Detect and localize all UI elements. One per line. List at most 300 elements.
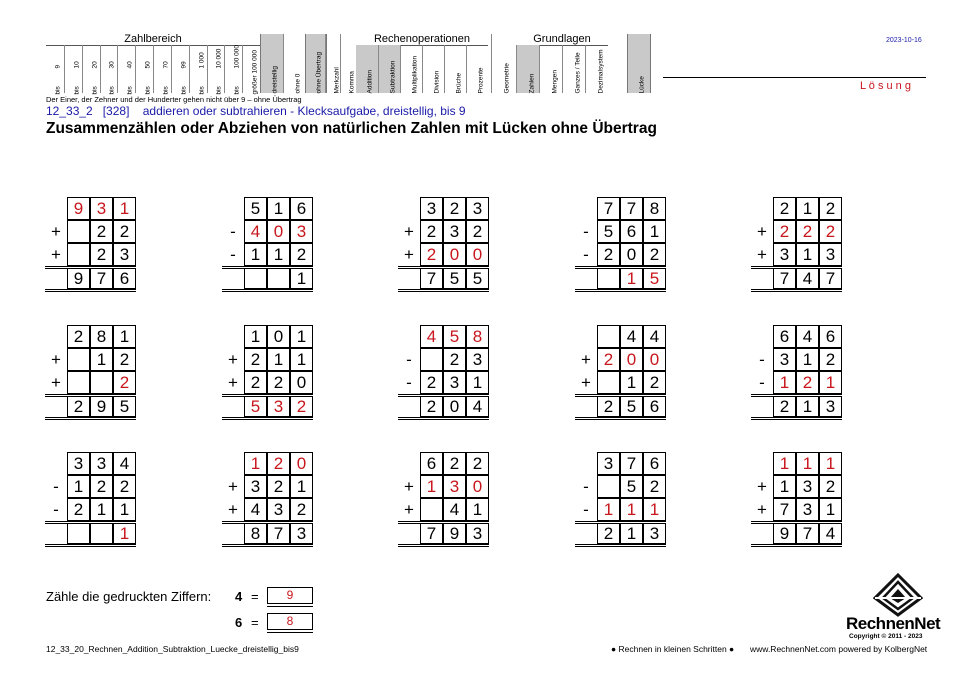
operator: - [406, 373, 412, 392]
grundlagen-col-label: Ganzes / Teile [574, 52, 581, 94]
digit-cell[interactable]: 8 [466, 325, 489, 348]
digit-cell: 1 [620, 371, 643, 394]
operator: + [51, 245, 61, 264]
operator: + [404, 245, 414, 264]
result-rule [398, 289, 489, 292]
digit-grid [67, 452, 136, 544]
count-label: Zähle die gedruckten Ziffern: [46, 589, 212, 604]
count-equals-2: = [251, 615, 259, 630]
digit-cell[interactable]: 3 [443, 475, 466, 498]
result-cell: 3 [290, 524, 313, 544]
digit-cell[interactable]: 1 [420, 475, 443, 498]
digit-cell: 2 [244, 348, 267, 371]
digit-cell: 3 [773, 243, 796, 266]
digit-grid [773, 325, 842, 417]
operator [575, 197, 597, 220]
digit-cell: 3 [113, 243, 136, 266]
digit-grid [420, 325, 489, 417]
extra-col [260, 34, 284, 93]
digit-cell[interactable]: 0 [620, 348, 643, 371]
sum-rule [222, 521, 313, 524]
group-title-rechenoperationen: Rechenoperationen [356, 34, 488, 46]
result-rule [222, 289, 313, 292]
digit-cell: 1 [796, 197, 819, 220]
result-cell: 4 [796, 269, 819, 289]
digit-grid [244, 325, 313, 417]
digit-cell: 2 [90, 475, 113, 498]
result-rule [575, 289, 666, 292]
digit-cell: 1 [267, 197, 290, 220]
digit-cell: 1 [244, 325, 267, 348]
digit-cell [67, 220, 90, 243]
operator: - [759, 373, 765, 392]
result-cell[interactable]: 1 [620, 269, 643, 289]
rechen-col-label: Addition [366, 70, 374, 94]
zahlbereich-col-bottom: bis [144, 86, 152, 95]
digit-cell[interactable]: 2 [796, 371, 819, 394]
zahlbereich-col [46, 45, 64, 93]
operator [45, 452, 67, 475]
digit-grid [67, 325, 136, 417]
operator: + [228, 373, 238, 392]
digit-cell: 4 [620, 325, 643, 348]
digit-cell: 3 [796, 498, 819, 521]
digit-cell: 1 [113, 325, 136, 348]
digit-cell: 2 [90, 220, 113, 243]
digit-cell: 3 [90, 452, 113, 475]
zahlbereich-col-top: 10 000 [215, 48, 223, 69]
result-cell: 8 [244, 524, 267, 544]
digit-cell[interactable]: 4 [244, 220, 267, 243]
zahlbereich-col-bottom: bis [162, 86, 170, 95]
digit-cell: 1 [290, 325, 313, 348]
operator: + [228, 500, 238, 519]
digit-cell: 3 [443, 371, 466, 394]
result-cell[interactable]: 2 [290, 397, 313, 417]
digit-cell: 1 [267, 243, 290, 266]
digit-cell [420, 498, 443, 521]
digit-cell: 2 [643, 371, 666, 394]
count-answer-1[interactable]: 9 [267, 587, 313, 604]
digit-cell: 3 [244, 475, 267, 498]
zahlbereich-col-bottom: bis [126, 86, 134, 95]
digit-cell: 2 [443, 197, 466, 220]
result-rule [751, 289, 842, 292]
operator [45, 325, 67, 348]
digit-cell: 4 [796, 325, 819, 348]
operator: + [757, 500, 767, 519]
digit-cell: 6 [773, 325, 796, 348]
digit-cell[interactable]: 0 [267, 220, 290, 243]
digit-cell[interactable]: 0 [466, 475, 489, 498]
digit-cell: 4 [643, 325, 666, 348]
operator: - [53, 500, 59, 519]
result-cell: 4 [819, 524, 842, 544]
date: 2023-10-16 [886, 37, 922, 44]
result-cell: 7 [420, 269, 443, 289]
digit-cell: 1 [773, 475, 796, 498]
zahlbereich-col [189, 45, 208, 93]
digit-cell[interactable]: 1 [773, 371, 796, 394]
operator: + [228, 477, 238, 496]
rechen-col [400, 45, 423, 93]
sum-rule [398, 394, 489, 397]
result-cell [267, 269, 290, 289]
digit-cell[interactable]: 3 [290, 220, 313, 243]
digit-cell[interactable]: 1 [643, 498, 666, 521]
operator: + [581, 350, 591, 369]
digit-cell: 1 [466, 498, 489, 521]
grundlagen-col-label: Dezimalsystem [597, 49, 604, 94]
result-cell: 3 [466, 524, 489, 544]
rechen-col [422, 45, 445, 93]
exercise [575, 325, 667, 419]
digit-cell: 5 [597, 220, 620, 243]
digit-cell[interactable]: 0 [466, 243, 489, 266]
digit-cell: 2 [244, 371, 267, 394]
rechen-col [378, 45, 401, 93]
zahlbereich-col-bottom: bis [91, 86, 99, 95]
digit-cell: 2 [819, 197, 842, 220]
digit-cell: 6 [620, 220, 643, 243]
digit-cell: 1 [90, 348, 113, 371]
digit-cell[interactable]: 1 [773, 452, 796, 475]
col-label-luecke: Lücke [638, 76, 646, 94]
operator [398, 325, 420, 348]
digit-cell [67, 243, 90, 266]
digit-cell: 1 [67, 475, 90, 498]
zahlbereich-col-bottom: bis [233, 86, 241, 95]
exercise [45, 452, 137, 546]
digit-cell [597, 371, 620, 394]
digit-cell[interactable]: 2 [773, 220, 796, 243]
digit-cell: 2 [443, 348, 466, 371]
digit-cell: 7 [620, 197, 643, 220]
result-cell[interactable]: 5 [244, 397, 267, 417]
digit-grid [773, 452, 842, 544]
extra-col [305, 34, 327, 93]
digit-cell [67, 348, 90, 371]
zahlbereich-col [242, 45, 261, 93]
result-cell: 7 [819, 269, 842, 289]
sum-rule [575, 521, 666, 524]
zahlbereich-col [224, 45, 243, 93]
rechen-col-label: Subtraktion [389, 60, 397, 94]
result-cell[interactable]: 1 [113, 524, 136, 544]
footer-slogan: ● Rechnen in kleinen Schritten ● [611, 644, 735, 654]
result-cell[interactable]: 3 [267, 397, 290, 417]
digit-grid [244, 197, 313, 289]
digit-grid [597, 325, 666, 417]
digit-cell: 1 [796, 243, 819, 266]
digit-cell: 6 [643, 452, 666, 475]
extra-col-label: Komma [348, 71, 355, 94]
page-title: Zusammenzählen oder Abziehen von natürlichen Zahlen mit Lücken ohne Übertrag [46, 120, 657, 137]
zahlbereich-col-top: 70 [162, 61, 170, 69]
operator [751, 197, 773, 220]
operator: + [51, 373, 61, 392]
sum-rule [398, 266, 489, 269]
operator [222, 325, 244, 348]
result-cell: 1 [290, 269, 313, 289]
zahlbereich-col-bottom: bis [108, 86, 116, 95]
operator: - [759, 350, 765, 369]
digit-cell[interactable]: 1 [796, 452, 819, 475]
result-rule [45, 544, 136, 547]
code-line: 12_33_2 [328] addieren oder subtrahieren - Klecksaufgabe, dreistellig, bis 9 [46, 104, 466, 118]
zahlbereich-col-top: 1 000 [198, 52, 206, 69]
operator: - [583, 245, 589, 264]
digit-cell: 1 [819, 498, 842, 521]
digit-cell: 2 [466, 452, 489, 475]
exercise [45, 325, 137, 419]
col-label-geometrie: Geometrie [503, 63, 511, 94]
sum-rule [751, 266, 842, 269]
result-cell: 0 [443, 397, 466, 417]
group-rechenoperationen [356, 34, 488, 93]
digit-cell: 2 [819, 475, 842, 498]
exercise [45, 197, 137, 291]
result-cell: 6 [643, 397, 666, 417]
digit-cell[interactable]: 9 [67, 197, 90, 220]
operator [222, 197, 244, 220]
digit-cell: 7 [597, 197, 620, 220]
result-cell: 2 [597, 397, 620, 417]
result-rule [751, 544, 842, 547]
digit-cell[interactable]: 4 [420, 325, 443, 348]
digit-cell[interactable]: 1 [597, 498, 620, 521]
result-rule [398, 544, 489, 547]
digit-grid [773, 197, 842, 289]
sum-rule [575, 266, 666, 269]
result-cell [597, 269, 620, 289]
digit-cell: 2 [113, 475, 136, 498]
count-digit-1: 4 [235, 589, 243, 604]
result-rule [398, 417, 489, 420]
digit-cell: 3 [267, 498, 290, 521]
zahlbereich-col-bottom: bis [215, 86, 223, 95]
digit-cell: 3 [796, 475, 819, 498]
exercise [751, 197, 843, 291]
digit-grid [597, 197, 666, 289]
result-cell: 9 [90, 397, 113, 417]
operator: - [583, 500, 589, 519]
zahlbereich-col [82, 45, 101, 93]
result-cell: 5 [620, 397, 643, 417]
rechen-col-label: Multiplikation [411, 55, 419, 94]
zahlbereich-col-top: 99 [180, 61, 188, 69]
digit-cell[interactable]: 1 [113, 197, 136, 220]
digit-cell: 2 [597, 243, 620, 266]
exercise [575, 197, 667, 291]
group-grundlagen [516, 34, 608, 93]
rechen-col [356, 45, 378, 93]
digit-cell [597, 475, 620, 498]
operator [222, 452, 244, 475]
operator: + [228, 350, 238, 369]
group-title-grundlagen: Grundlagen [516, 34, 608, 46]
operator: - [230, 245, 236, 264]
digit-cell[interactable]: 2 [113, 371, 136, 394]
col-geometrie [491, 34, 516, 93]
operator [575, 452, 597, 475]
result-cell: 7 [773, 269, 796, 289]
digit-cell: 6 [819, 325, 842, 348]
exercise [751, 452, 843, 546]
digit-cell[interactable]: 5 [443, 325, 466, 348]
digit-cell[interactable]: 1 [819, 371, 842, 394]
digit-cell [597, 325, 620, 348]
digit-cell: 2 [113, 220, 136, 243]
digit-cell: 3 [773, 348, 796, 371]
operator: + [51, 350, 61, 369]
digit-cell: 4 [443, 498, 466, 521]
digit-grid [244, 452, 313, 544]
digit-grid [597, 452, 666, 544]
digit-cell: 1 [90, 498, 113, 521]
result-cell [244, 269, 267, 289]
digit-cell: 2 [643, 243, 666, 266]
digit-cell: 3 [420, 197, 443, 220]
digit-cell[interactable]: 2 [597, 348, 620, 371]
result-rule [45, 289, 136, 292]
digit-cell: 3 [443, 220, 466, 243]
brand-name: RechnenNet [846, 614, 941, 633]
result-rule [45, 417, 136, 420]
digit-cell[interactable]: 2 [420, 243, 443, 266]
zahlbereich-col [135, 45, 154, 93]
result-cell: 7 [420, 524, 443, 544]
copyright: Copyright © 2011 - 2023 [849, 633, 923, 640]
result-cell: 1 [620, 524, 643, 544]
digit-grid [420, 197, 489, 289]
digit-cell[interactable]: 0 [290, 452, 313, 475]
digit-cell[interactable]: 1 [244, 452, 267, 475]
zahlbereich-col-bottom: bis [73, 86, 81, 95]
digit-cell: 1 [113, 498, 136, 521]
sum-rule [222, 266, 313, 269]
digit-cell[interactable]: 1 [819, 452, 842, 475]
digit-cell[interactable]: 2 [796, 220, 819, 243]
digit-cell: 0 [290, 371, 313, 394]
zahlbereich-col-top: 100 000 [233, 45, 241, 69]
result-cell: 9 [67, 269, 90, 289]
digit-cell: 1 [466, 371, 489, 394]
digit-cell[interactable]: 0 [643, 348, 666, 371]
result-cell: 9 [443, 524, 466, 544]
grundlagen-col-label: Zahlen [528, 73, 535, 94]
digit-cell: 2 [420, 371, 443, 394]
digit-cell: 3 [597, 452, 620, 475]
footer-filename: 12_33_20_Rechnen_Addition_Subtraktion_Luecke_dreistellig_bis9 [46, 644, 299, 654]
exercise [398, 452, 490, 546]
digit-cell: 1 [267, 348, 290, 371]
extra-col-label: dreistellig [271, 66, 279, 94]
digit-cell: 6 [420, 452, 443, 475]
operator [751, 452, 773, 475]
digit-cell: 5 [620, 475, 643, 498]
grundlagen-col [562, 45, 586, 93]
result-cell: 2 [773, 397, 796, 417]
header-rule [663, 77, 926, 78]
sum-rule [751, 394, 842, 397]
digit-cell: 1 [643, 220, 666, 243]
sum-rule [751, 521, 842, 524]
extra-col [340, 34, 356, 93]
digit-cell: 5 [244, 197, 267, 220]
rechen-col [444, 45, 467, 93]
digit-cell: 2 [67, 325, 90, 348]
operator: - [53, 477, 59, 496]
digit-cell: 2 [267, 475, 290, 498]
zahlbereich-col [117, 45, 136, 93]
rechen-col-label: Prozente [477, 67, 485, 94]
exercise [222, 197, 314, 291]
exercise [398, 197, 490, 291]
extra-col-label: ohne 0 [294, 73, 302, 94]
extra-col [283, 34, 306, 93]
zahlbereich-col-top: 40 [126, 61, 134, 69]
footer-website[interactable]: www.RechnenNet.com powered by KolbergNet [750, 644, 928, 654]
digit-cell [90, 371, 113, 394]
digit-cell: 2 [643, 475, 666, 498]
rechen-col [466, 45, 489, 93]
zahlbereich-col-top: 20 [91, 61, 99, 69]
exercise [575, 452, 667, 546]
count-answer-2[interactable]: 8 [267, 613, 313, 630]
digit-cell: 1 [796, 348, 819, 371]
digit-cell [67, 371, 90, 394]
group-zahlbereich [46, 34, 260, 93]
result-cell: 3 [643, 524, 666, 544]
digit-cell [420, 348, 443, 371]
result-cell: 4 [466, 397, 489, 417]
digit-cell: 2 [67, 498, 90, 521]
digit-cell: 8 [90, 325, 113, 348]
sum-rule [45, 394, 136, 397]
operator: - [406, 350, 412, 369]
zahlbereich-col [207, 45, 226, 93]
digit-grid [67, 197, 136, 289]
grundlagen-col [516, 45, 540, 93]
digit-cell[interactable]: 3 [90, 197, 113, 220]
digit-cell: 4 [244, 498, 267, 521]
sum-rule [45, 521, 136, 524]
zahlbereich-col-top: 30 [108, 61, 116, 69]
zahlbereich-col [171, 45, 190, 93]
operator: + [581, 373, 591, 392]
result-cell[interactable]: 5 [643, 269, 666, 289]
result-cell: 5 [113, 397, 136, 417]
digit-cell: 2 [466, 220, 489, 243]
operator: - [583, 477, 589, 496]
zahlbereich-col-bottom: bis [180, 86, 188, 95]
operator: + [404, 500, 414, 519]
digit-cell: 3 [466, 348, 489, 371]
digit-cell[interactable]: 0 [443, 243, 466, 266]
extra-col [325, 34, 341, 93]
digit-cell[interactable]: 2 [267, 452, 290, 475]
exercise [398, 325, 490, 419]
digit-cell[interactable]: 2 [819, 220, 842, 243]
operator: + [757, 477, 767, 496]
zahlbereich-col [100, 45, 119, 93]
col-luecke [627, 34, 651, 93]
exercise [751, 325, 843, 419]
digit-cell[interactable]: 1 [620, 498, 643, 521]
digit-cell: 0 [267, 325, 290, 348]
digit-cell: 2 [267, 371, 290, 394]
